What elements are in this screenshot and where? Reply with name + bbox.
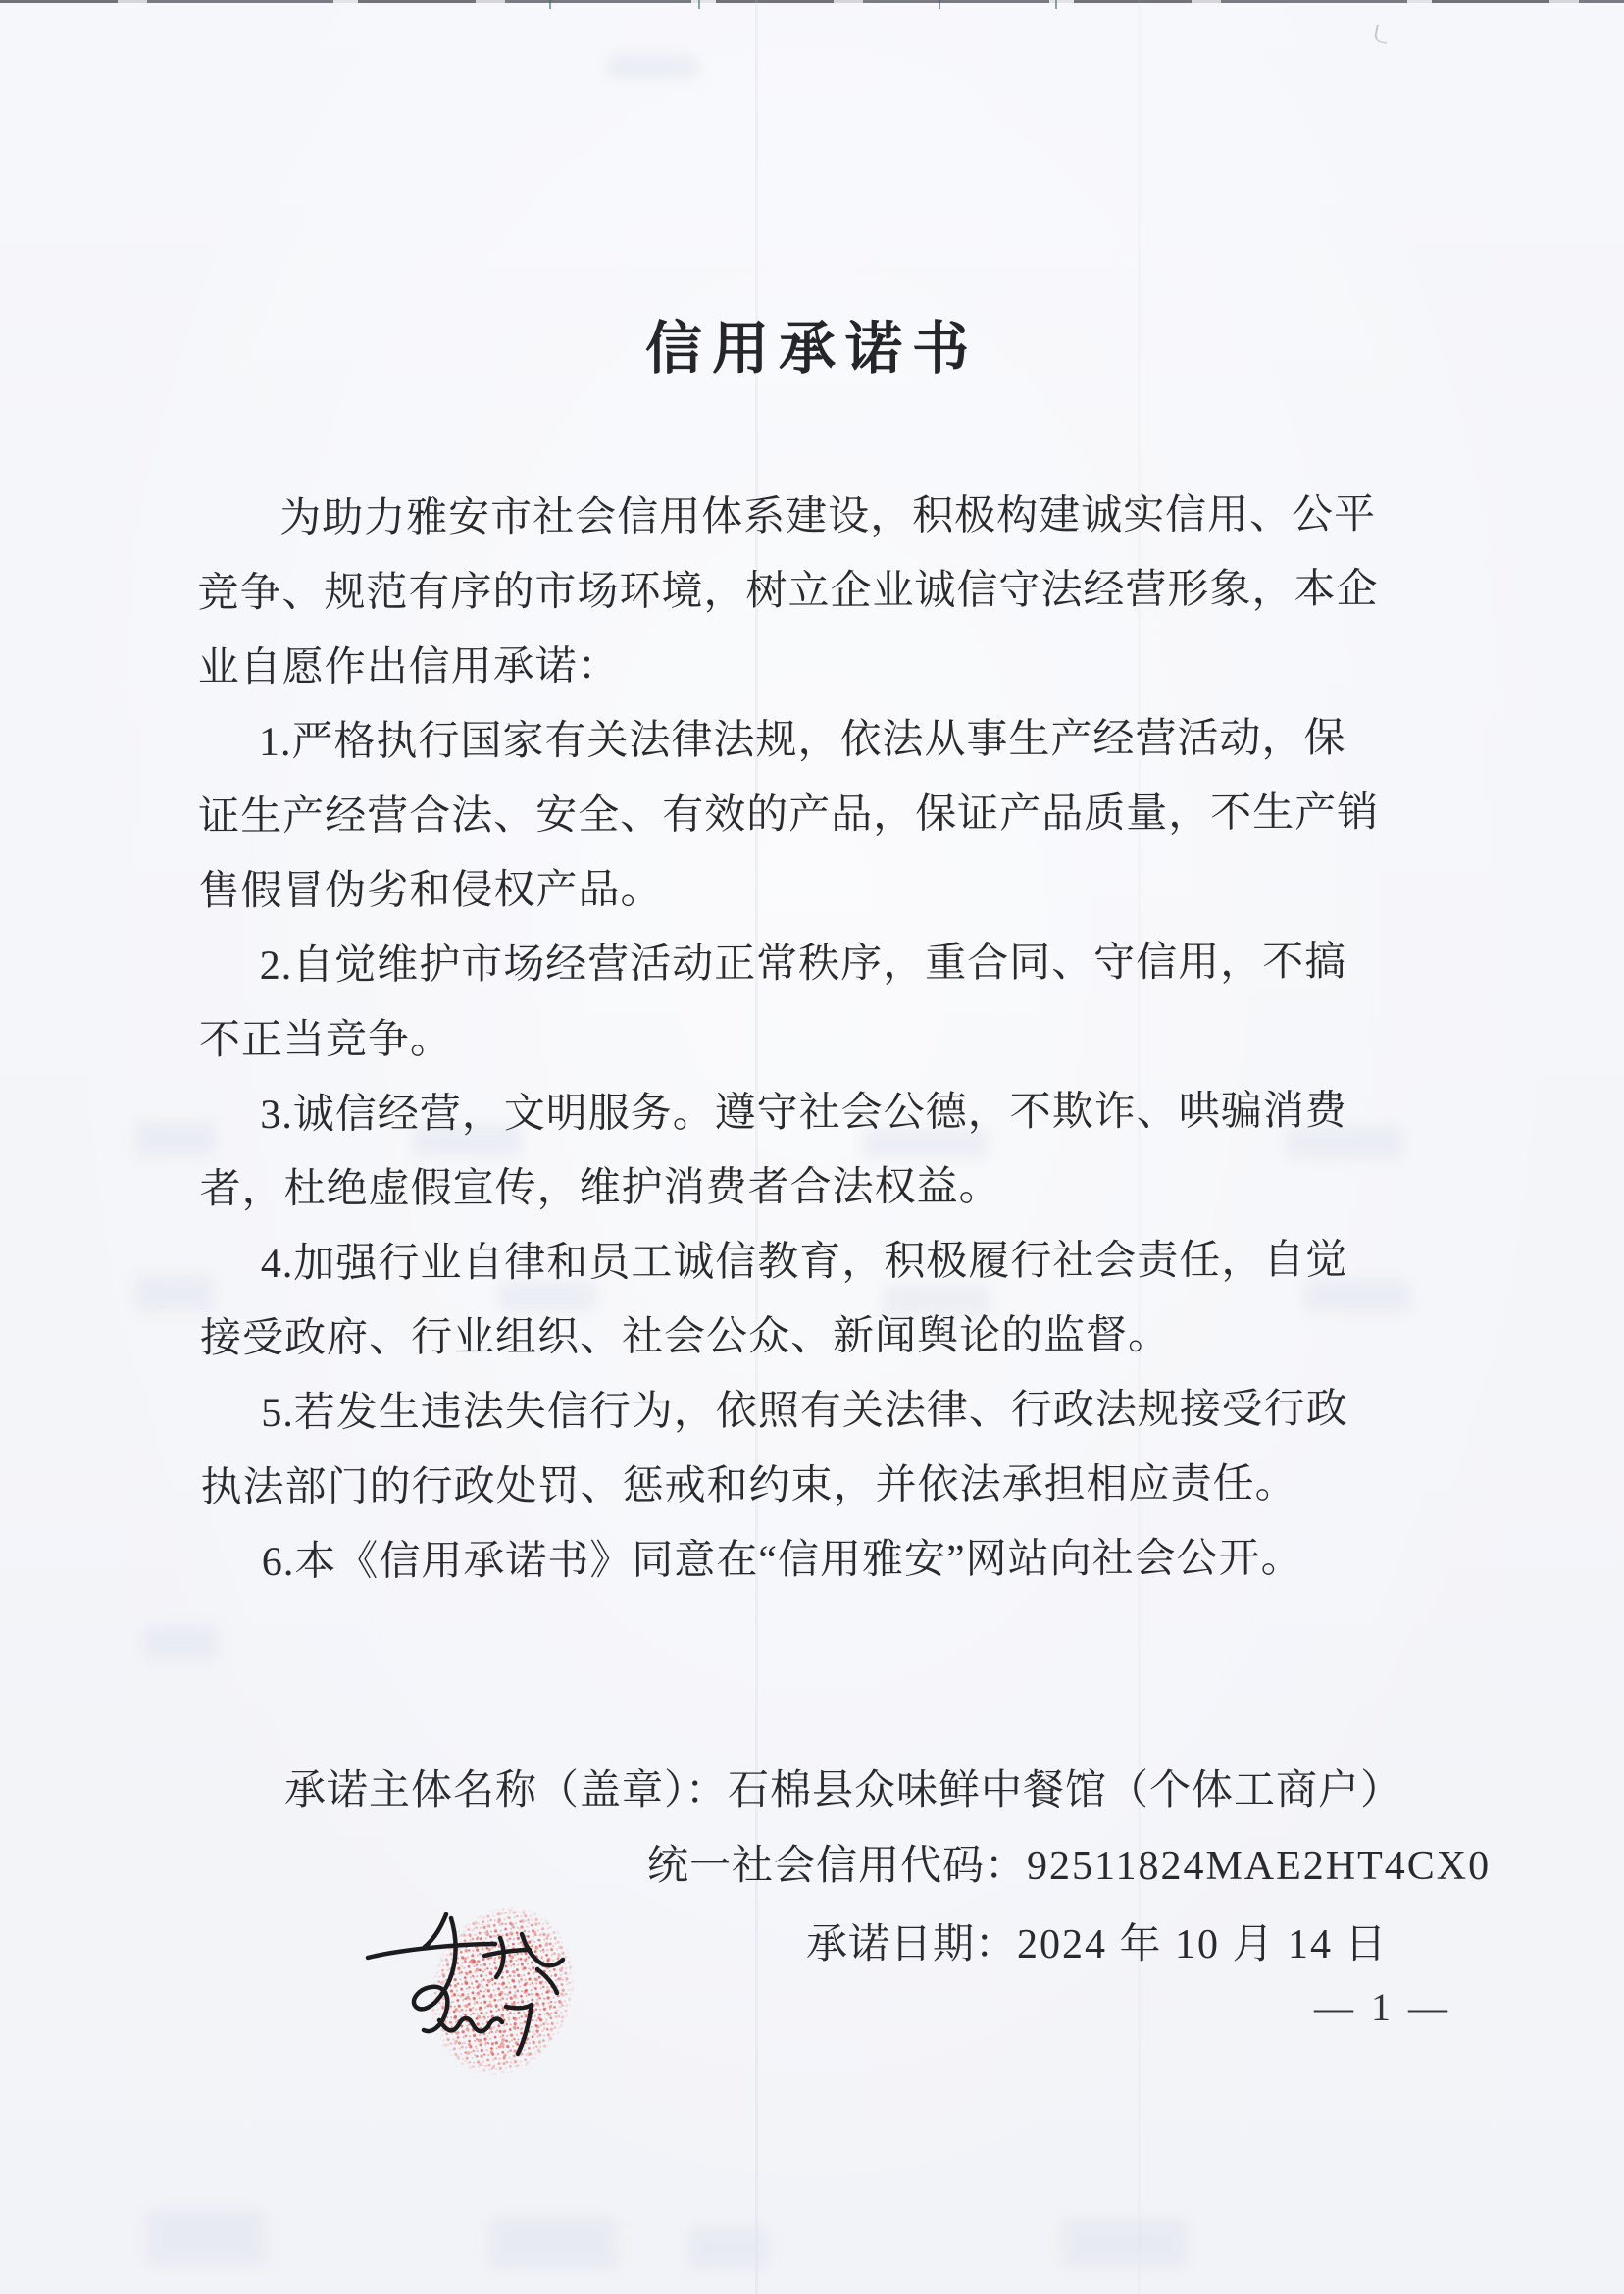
scan-smudge: [688, 2226, 769, 2269]
body-line: 业自愿作出信用承诺：: [197, 643, 620, 691]
body-line: 6.本《信用承诺书》同意在“信用雅安”网站向社会公开。: [261, 1536, 1303, 1585]
entity-name: 石棉县众味鲜中餐馆（个体工商户）: [728, 1768, 1403, 1813]
scan-smudge: [143, 1626, 220, 1659]
thumbprint-texture: [408, 1893, 595, 2089]
scan-smudge: [608, 54, 698, 79]
body-line: 2.自觉维护市场经营活动正常秩序，重合同、守信用，不搞: [259, 940, 1347, 990]
date-label: 承诺日期：: [806, 1922, 1018, 1967]
credit-code-label: 统一社会信用代码：: [647, 1844, 1028, 1889]
signature-entity-line: [284, 1754, 1402, 1828]
credit-code-value: 92511824MAE2HT4CX0: [1027, 1844, 1492, 1889]
body-line: 执法部门的行政处罚、惩戒和约束，并依法承担相应责任。: [200, 1461, 1297, 1511]
scan-tick: [939, 0, 940, 9]
scan-tick: [549, 0, 551, 9]
document-title: 信用承诺书: [644, 317, 979, 381]
body-line: 4.加强行业自律和员工诚信教育，积极履行社会责任，自觉: [260, 1238, 1348, 1287]
body-line: 售假冒伪劣和侵权产品。: [198, 867, 663, 915]
body-line: 证生产经营合法、安全、有效的产品，保证产品质量，不生产销: [198, 790, 1380, 841]
body-line: 接受政府、行业组织、社会公众、新闻舆论的监督。: [199, 1312, 1171, 1362]
body-line: 为助力雅安市社会信用体系建设，积极构建诚实信用、公平: [279, 492, 1377, 541]
body-line: 1.严格执行国家有关法律法规，依法从事生产经营活动，保: [258, 716, 1346, 766]
scan-smudge: [1061, 2218, 1189, 2268]
scan-smudge: [145, 2209, 267, 2266]
scanner-edge-artifact: [0, 0, 1624, 3]
body-line: 5.若发生违法失信行为，依照有关法律、行政法规接受行政: [261, 1387, 1348, 1436]
date-value: 2024 年 10 月 14 日: [1017, 1922, 1389, 1967]
entity-label: 承诺主体名称（盖章）：: [284, 1768, 729, 1813]
scan-tick: [1055, 0, 1057, 9]
page-number: — 1 —: [1314, 1985, 1451, 2029]
signature-credit-code-line: [647, 1829, 1491, 1904]
scan-tick: [698, 0, 700, 9]
body-line: 竞争、规范有序的市场环境，树立企业诚信守法经营形象，本企: [197, 567, 1379, 617]
scan-smudge: [488, 2217, 618, 2269]
body-line: 3.诚信经营，文明服务。遵守社会公德，不欺诈、哄骗消费: [260, 1089, 1347, 1138]
thumbprint-seal: [355, 1893, 610, 2089]
body-line: 者，杜绝虚假宣传，维护消费者合法权益。: [199, 1164, 1001, 1213]
scan-corner-mark: [1373, 25, 1390, 45]
body-line: 不正当竞争。: [198, 1017, 453, 1064]
signature-date-line: [806, 1908, 1389, 1982]
document-body: [197, 478, 1446, 1600]
